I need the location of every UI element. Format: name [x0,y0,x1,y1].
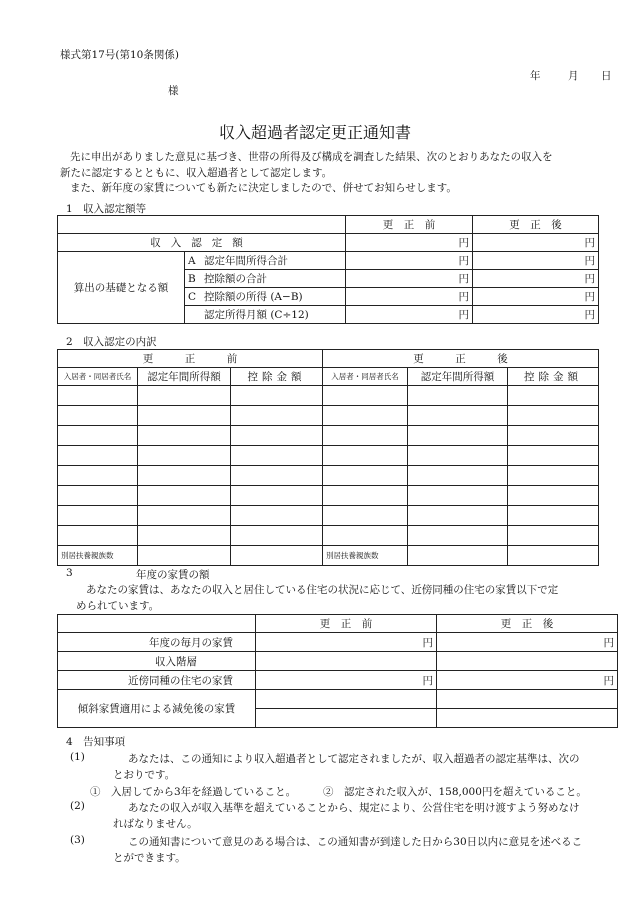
section2-heading: 2 収入認定の内訳 [66,336,157,348]
section3-num: 3 [66,567,73,579]
table-row [58,526,599,546]
date-year: 年 [530,70,541,82]
section3-heading: 年度の家賃の額 [136,569,210,581]
table-row [58,486,599,506]
section3-text: あなたの家賃は、あなたの収入と居住している住宅の状況に応じて、近傍同種の住宅の家賃以下で定 められています。 [76,584,559,612]
breakdown-before: 更 正 前 [58,350,323,368]
table-row [58,466,599,486]
row-a: A 認定年間所得合計 [185,252,346,270]
intro-text: 先に申出がありました意見に基づき、世帯の所得及び構成を調査した結果、次のとおりあなたの収入を 新たに認定するとともに、収入超過者として認定します。 また、新年度の家賃についても新たに決定しましたので、併せてお知らせします。 [60,151,553,194]
row-b: B 控除額の合計 [185,270,346,288]
row-monthly: 認定所得月額 (C÷12) [185,306,346,324]
dependents-after: 別居扶養親族数 [323,546,408,566]
rent-table: 更 正 前 更 正 後 年度の毎月の家賃 円 円 収入階層 近傍同種の住宅の家賃 円 円 傾斜家賃適用による減免後の家賃 [57,614,618,728]
row-c: C 控除額の所得 (A−B) [185,288,346,306]
table-row [58,406,599,426]
breakdown-table: 更 正 前 更 正 後 入居者・同居者氏名 認定年間所得額 控除金額 入居者・同居者氏名 認定年間所得額 控除金額 別居扶養親族数 別居扶養親族数 [57,349,599,566]
table-row [58,426,599,446]
col-before: 更 正 前 [346,216,473,234]
table-row [58,506,599,526]
table-row [58,446,599,466]
page-title: 収入超過者認定更正通知書 [218,123,411,142]
income-label: 収入認定額 [58,234,346,252]
addressee-suffix: 様 [168,85,179,97]
col-after: 更 正 後 [473,216,599,234]
table-row [58,386,599,406]
dependents-before: 別居扶養親族数 [58,546,138,566]
section1-heading: 1 収入認定額等 [66,203,147,215]
section4-heading: 4 告知事項 [66,736,126,748]
income-table: 更 正 前 更 正 後 収入認定額 円 円 算出の基礎となる額 A 認定年間所得合計 円 円 B 控除額の合計 円 円 C 控除額の所得 (A−B) 円 円 認定所得月額 (C÷12) 円 円 [57,215,599,324]
basis-label: 算出の基礎となる額 [58,252,185,324]
breakdown-after: 更 正 後 [323,350,599,368]
date-day: 日 [601,70,612,82]
date-month: 月 [568,70,579,82]
form-number: 様式第17号(第10条関係) [60,49,179,61]
